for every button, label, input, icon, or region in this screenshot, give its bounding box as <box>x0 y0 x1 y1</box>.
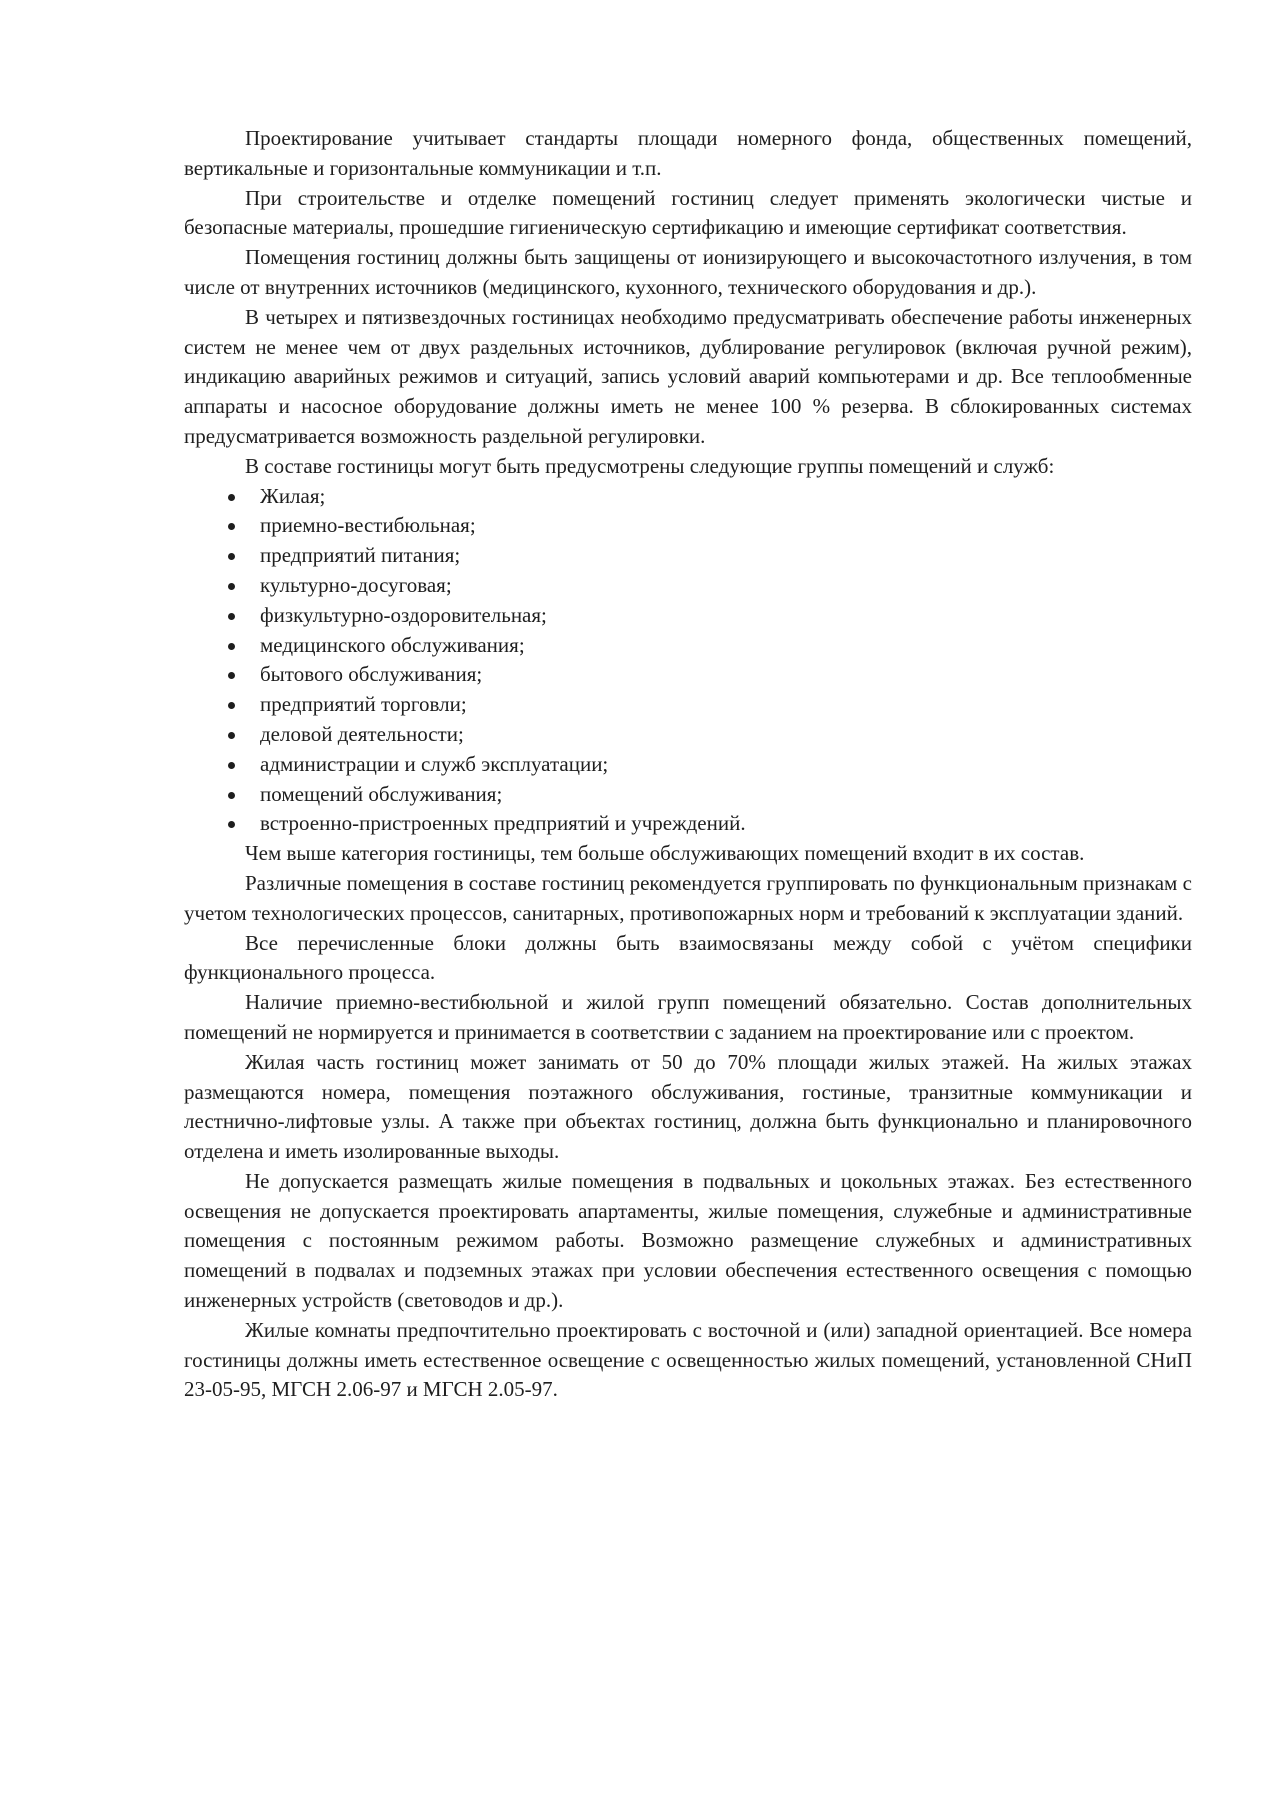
bullet-icon <box>228 732 235 739</box>
paragraph-radiation-protection: Помещения гостиниц должны быть защищены от ионизирующего и высокочастотного излучения, в том числе от внутренних источников (медицинского, кухонного, технического оборудования и др.). <box>184 245 1192 299</box>
list-item <box>228 631 1192 661</box>
list-item-text: Жилая; <box>260 483 326 508</box>
list-item <box>228 482 1192 512</box>
list-item <box>228 571 1192 601</box>
paragraph-basement-restrictions: Не допускается размещать жилые помещения в подвальных и цокольных этажах. Без естественного освещения не допускается проектировать апартаменты, жилые помещения, служебные и административные помещения с постоянным режимом работы. Возможно размещение служебных и административных помещений в подвалах и подземных этажах при условии обеспечения естественного освещения с помощью инженерных устройств (световодов и др.). <box>184 1168 1192 1313</box>
paragraph-standards: Проектирование учитывает стандарты площади номерного фонда, общественных помещений, вертикальные и горизонтальные коммуникации и т.п. <box>184 126 1192 180</box>
bullet-icon <box>228 553 235 560</box>
paragraph-mandatory-groups: Наличие приемно-вестибюльной и жилой групп помещений обязательно. Состав дополнительных помещений не нормируется и принимается в соответствии с заданием на проектирование или с проектом. <box>184 990 1192 1044</box>
bullet-icon <box>228 613 235 620</box>
paragraph-functional-grouping: Различные помещения в составе гостиниц рекомендуется группировать по функциональным признакам с учетом технологических процессов, санитарных, противопожарных норм и требований к эксплуатации зданий. <box>184 870 1192 925</box>
list-item-text: встроенно-пристроенных предприятий и учреждений. <box>260 811 746 836</box>
bullet-icon <box>228 821 235 828</box>
list-item-text: физкультурно-оздоровительная; <box>260 602 547 627</box>
paragraph-residential-part: Жилая часть гостиниц может занимать от 50 до 70% площади жилых этажей. На жилых этажах размещаются номера, помещения поэтажного обслуживания, гостиные, транзитные коммуникации и лестнично-лифтовые узлы. А также при объектах гостиниц, должна быть функционально и планировочного отделена и иметь изолированные выходы. <box>184 1049 1192 1164</box>
document-page <box>184 124 1192 1405</box>
list-item-text: приемно-вестибюльная; <box>260 513 476 538</box>
bullet-icon <box>228 672 235 679</box>
bullet-icon <box>228 494 235 501</box>
list-item-text: деловой деятельности; <box>260 721 464 746</box>
list-item-text: бытового обслуживания; <box>260 662 483 687</box>
bullet-icon <box>228 702 235 709</box>
list-item <box>228 660 1192 690</box>
list-item-text: помещений обслуживания; <box>260 781 503 806</box>
bullet-icon <box>228 792 235 799</box>
list-item-text: медицинского обслуживания; <box>260 632 525 657</box>
paragraph-category-services: Чем выше категория гостиницы, тем больше обслуживающих помещений входит в их состав. <box>245 841 1085 866</box>
list-item-text: администрации и служб эксплуатации; <box>260 751 609 776</box>
list-item <box>228 809 1192 839</box>
list-item <box>228 601 1192 631</box>
list-item <box>228 720 1192 750</box>
paragraph-room-orientation: Жилые комнаты предпочтительно проектировать с восточной и (или) западной ориентацией. Все номера гостиницы должны иметь естественное освещение с освещенностью жилых помещений, установленной СНиП 23-05-95, МГСН 2.06-97 и МГСН 2.05-97. <box>184 1317 1192 1402</box>
list-item-text: предприятий питания; <box>260 543 461 568</box>
list-item <box>228 511 1192 541</box>
bullet-icon <box>228 762 235 769</box>
bullet-icon <box>228 523 235 530</box>
list-item <box>228 780 1192 810</box>
bullet-icon <box>228 643 235 650</box>
room-groups-list <box>184 482 1192 840</box>
list-item-text: предприятий торговли; <box>260 692 467 717</box>
paragraph-materials: При строительстве и отделке помещений гостиниц следует применять экологически чистые и безопасные материалы, прошедшие гигиеническую сертификацию и имеющие сертификат соответствия. <box>184 185 1192 240</box>
bullet-icon <box>228 583 235 590</box>
list-item-text: культурно-досуговая; <box>260 572 452 597</box>
list-item <box>228 750 1192 780</box>
list-item <box>228 690 1192 720</box>
paragraph-blocks-interconnection: Все перечисленные блоки должны быть взаимосвязаны между собой с учётом специфики функционального процесса. <box>184 930 1192 985</box>
paragraph-engineering-systems: В четырех и пятизвездочных гостиницах необходимо предусматривать обеспечение работы инженерных систем не менее чем от двух раздельных источников, дублирование регулировок (включая ручной режим), индикацию аварийных режимов и ситуаций, запись условий аварий компьютерами и др. Все теплообменные аппараты и насосное оборудование должны иметь не менее 100 % резерва. В сблокированных системах предусматривается возможность раздельной регулировки. <box>184 304 1192 448</box>
paragraph-room-groups-intro: В составе гостиницы могут быть предусмотрены следующие группы помещений и служб: <box>245 453 1055 478</box>
list-item <box>228 541 1192 571</box>
